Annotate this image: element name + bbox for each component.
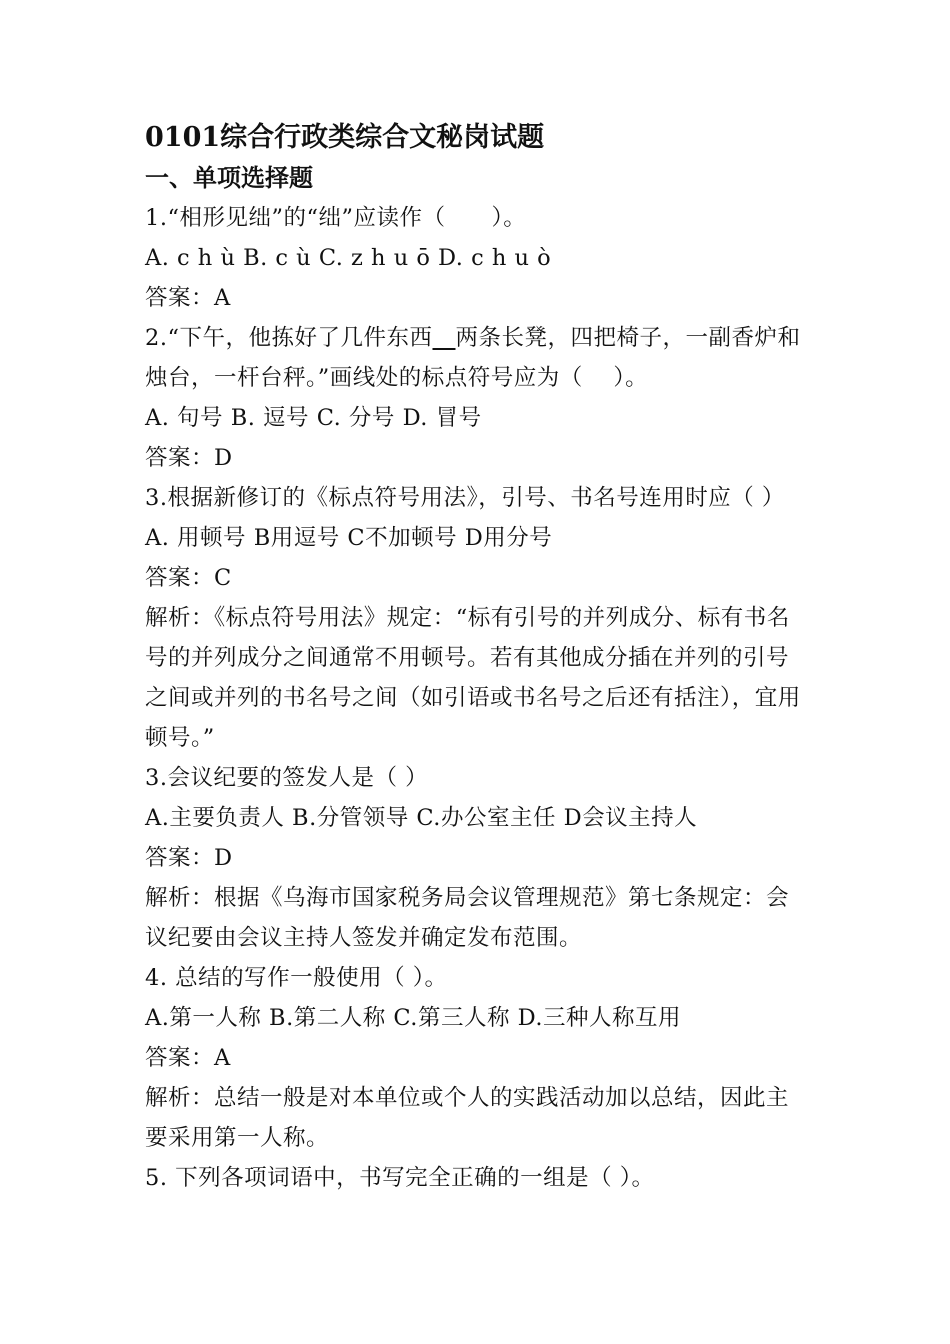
question-3: 3.根据新修订的《标点符号用法》，引号、书名号连用时应（ ）	[145, 485, 785, 511]
document-page	[145, 118, 810, 1198]
question-5: 5. 下列各项词语中，书写完全正确的一组是（ ）。	[145, 1165, 655, 1191]
question-3-answer: 答案：C	[145, 565, 232, 591]
section-heading: 一、单项选择题	[145, 163, 313, 192]
question-2-options: A. 句号 B. 逗号 C. 分号 D. 冒号	[145, 405, 482, 431]
question-2	[145, 318, 810, 398]
question-3b-options: A.主要负责人 B.分管领导 C.办公室主任 D会议主持人	[145, 805, 698, 831]
question-3b-answer: 答案：D	[145, 845, 233, 871]
question-2-text-end: 两条长凳，四把椅子，一副香炉和烛台，一杆台秤。”画线处的标点符号应为（ ）。	[145, 325, 801, 391]
question-1-answer: 答案：A	[145, 285, 231, 311]
question-2-text-start: 2.“下午，他拣好了几件东西	[145, 325, 433, 351]
question-4-options: A.第一人称 B.第二人称 C.第三人称 D.三种人称互用	[145, 1005, 681, 1031]
question-3-options: A. 用顿号 B用逗号 C不加顿号 D用分号	[145, 525, 553, 551]
question-4-answer: 答案：A	[145, 1045, 231, 1071]
question-3b-explanation: 解析：根据《乌海市国家税务局会议管理规范》第七条规定：会议纪要由会议主持人签发并确定发布范围。	[145, 885, 790, 951]
question-4-explanation: 解析：总结一般是对本单位或个人的实践活动加以总结，因此主要采用第一人称。	[145, 1085, 790, 1151]
question-1: 1.“相形见绌”的“绌”应读作（ ）。	[145, 205, 527, 231]
question-3-explanation: 解析：《标点符号用法》规定：“标有引号的并列成分、标有书名号的并列成分之间通常不用顿号。若有其他成分插在并列的引号之间或并列的书名号之间（如引语或书名号之后还有括注），宜用顿号。”	[145, 605, 801, 751]
question-2-blank	[432, 325, 455, 351]
question-1-options: A. c h ù B. c ù C. z h u ō D. c h u ò	[145, 245, 552, 271]
document-title: 0101综合行政类综合文秘岗试题	[145, 122, 545, 153]
question-3b: 3.会议纪要的签发人是（ ）	[145, 765, 429, 791]
question-2-answer: 答案：D	[145, 445, 233, 471]
question-4: 4. 总结的写作一般使用（ ）。	[145, 965, 448, 991]
